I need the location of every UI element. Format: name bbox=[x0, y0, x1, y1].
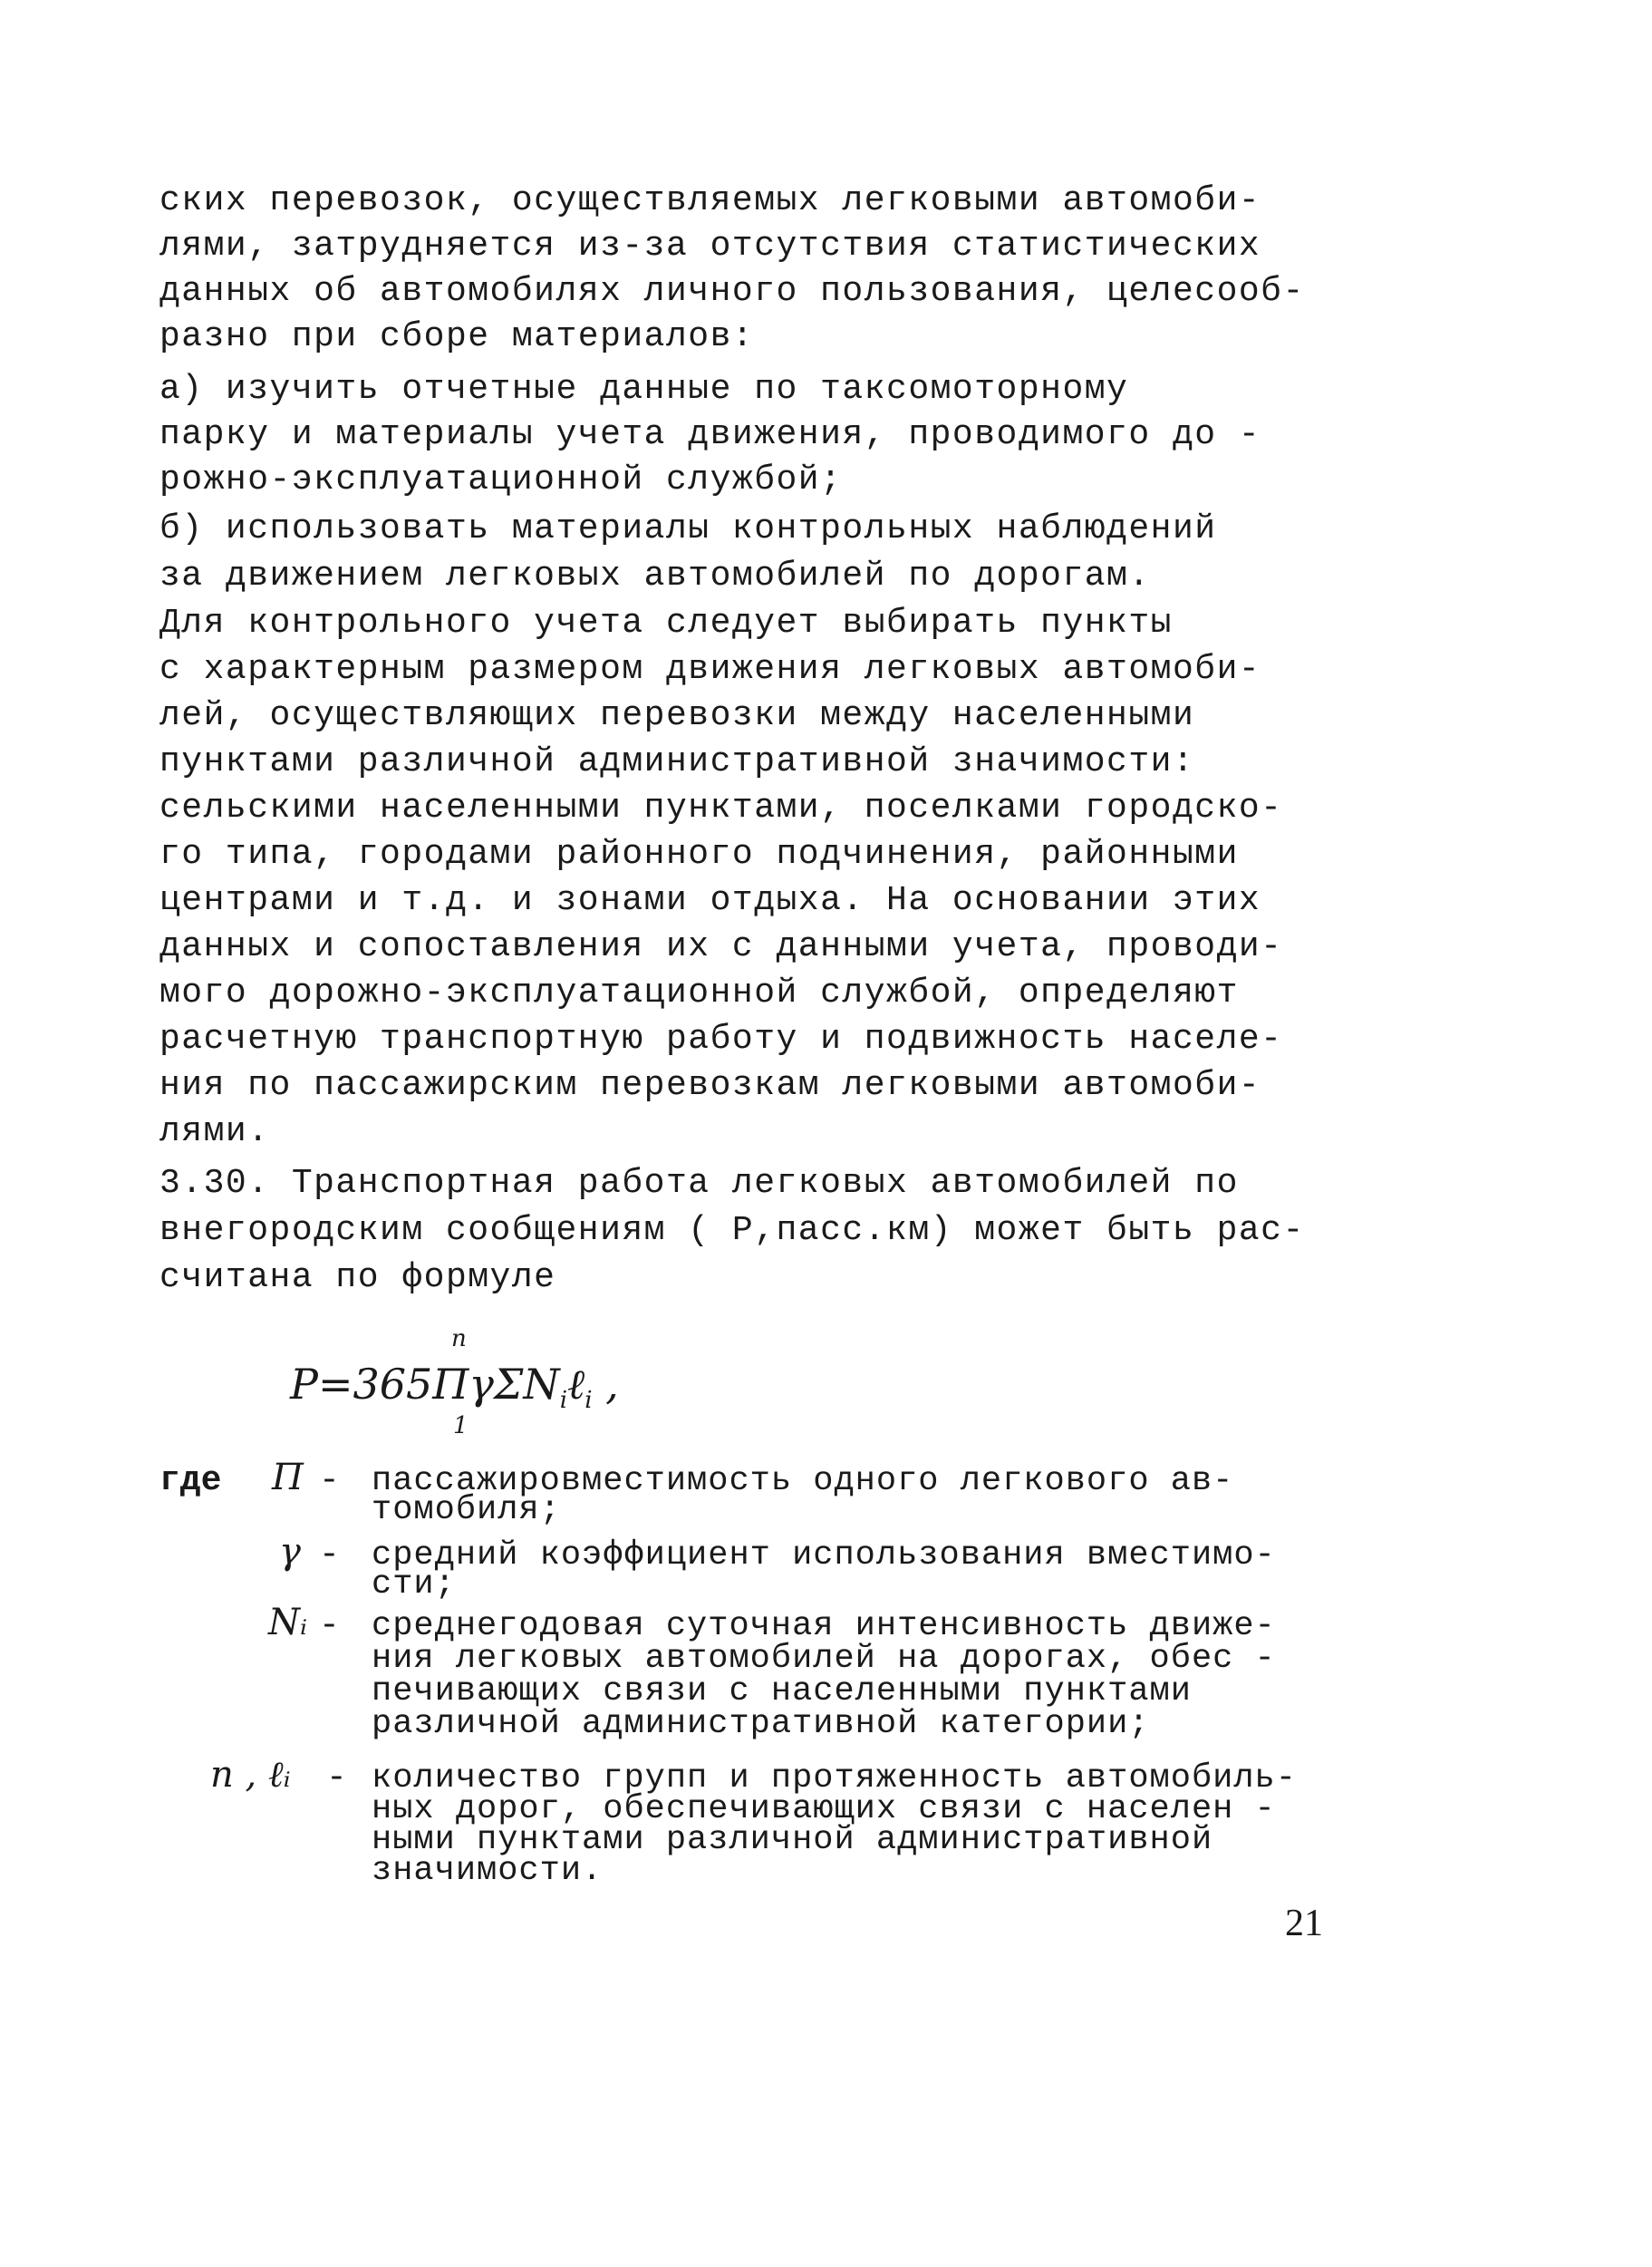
text-line: Для контрольного учета следует выбирать пункты bbox=[159, 604, 1173, 643]
page-number: 21 bbox=[1285, 1903, 1323, 1944]
text-line: за движением легковых автомобилей по дорогам. bbox=[159, 557, 1151, 596]
text-line: ния по пассажирским перевозкам легковыми автомоби- bbox=[159, 1066, 1261, 1105]
text-line: расчетную транспортную работу и подвижность населе- bbox=[159, 1020, 1283, 1059]
dash: - bbox=[319, 1536, 340, 1574]
text-line: разно при сборе материалов: bbox=[159, 317, 755, 356]
text-line: лями. bbox=[159, 1112, 270, 1151]
symbol-n-l-i: n , ℓᵢ bbox=[210, 1754, 291, 1796]
definition-line: ными пунктами различной административной bbox=[372, 1821, 1213, 1859]
definition-line: среднегодовая суточная интенсивность движе- bbox=[372, 1607, 1276, 1645]
text-line: мого дорожно-эксплуатационной службой, определяют bbox=[159, 974, 1239, 1012]
text-line: данных об автомобилях личного пользования, целесооб- bbox=[159, 272, 1305, 311]
text-line: лей, осуществляющих перевозки между населенными bbox=[159, 696, 1195, 735]
text-line: рожно-эксплуатационной службой; bbox=[159, 460, 843, 499]
symbol-gamma: γ bbox=[279, 1531, 301, 1573]
text-line: внегородским сообщениям ( Р,пасс.км) может быть рас- bbox=[159, 1211, 1305, 1250]
text-line: сельскими населенными пунктами, поселками городско- bbox=[159, 789, 1283, 828]
sum-lower-limit: 1 bbox=[453, 1412, 469, 1439]
text-line: парку и материалы учета движения, проводимого до - bbox=[159, 415, 1261, 454]
formula bbox=[290, 1325, 619, 1439]
symbol-n-i: Nᵢ bbox=[268, 1602, 308, 1643]
where-label: где bbox=[159, 1461, 222, 1500]
formula-subscript: i bbox=[559, 1387, 568, 1415]
formula-tail: , bbox=[592, 1360, 619, 1409]
text-line: б) использовать материалы контрольных наблюдений bbox=[159, 509, 1217, 548]
text-line: а) изучить отчетные данные по таксомоторному bbox=[159, 370, 1129, 409]
definition-line: значимости. bbox=[372, 1852, 604, 1890]
text-line: лями, затрудняется из-за отсутствия статистических bbox=[159, 227, 1261, 266]
definition-line: различной административной категории; bbox=[372, 1705, 1150, 1743]
definition-line: ния легковых автомобилей на дорогах, обес - bbox=[372, 1640, 1276, 1678]
definition-line: сти; bbox=[372, 1565, 456, 1603]
definition-line: средний коэффициент использования вместимо- bbox=[372, 1536, 1276, 1574]
definition-line: томобиля; bbox=[372, 1491, 561, 1529]
definition-line: пассажировместимость одного легкового ав- bbox=[372, 1462, 1234, 1500]
formula-main: Р=365ПγΣN bbox=[290, 1360, 560, 1409]
formula-l: ℓ bbox=[567, 1360, 585, 1409]
text-line: 3.30. Транспортная работа легковых автомобилей по bbox=[159, 1164, 1239, 1203]
text-line: го типа, городами районного подчинения, районными bbox=[159, 835, 1239, 874]
dash: - bbox=[319, 1606, 340, 1645]
text-line: данных и сопоставления их с данными учета, проводи- bbox=[159, 927, 1283, 966]
text-line: пунктами различной административной значимости: bbox=[159, 742, 1195, 781]
definition-line: ных дорог, обеспечивающих связи с населен - bbox=[372, 1790, 1276, 1828]
text-line: считана по формуле bbox=[159, 1258, 556, 1297]
definition-line: количество групп и протяженность автомобиль- bbox=[372, 1759, 1297, 1797]
text-line: ских перевозок, осуществляемых легковыми автомоби- bbox=[159, 181, 1261, 220]
dash: - bbox=[326, 1758, 347, 1797]
text-line: с характерным размером движения легковых автомоби- bbox=[159, 650, 1261, 689]
definition-line: печивающих связи с населенными пунктами bbox=[372, 1672, 1192, 1710]
dash: - bbox=[319, 1461, 340, 1500]
symbol-p: П bbox=[272, 1457, 304, 1498]
formula-subscript: i bbox=[584, 1387, 593, 1415]
sum-upper-limit: n bbox=[451, 1325, 467, 1352]
text-line: центрами и т.д. и зонами отдыха. На основании этих bbox=[159, 881, 1261, 920]
